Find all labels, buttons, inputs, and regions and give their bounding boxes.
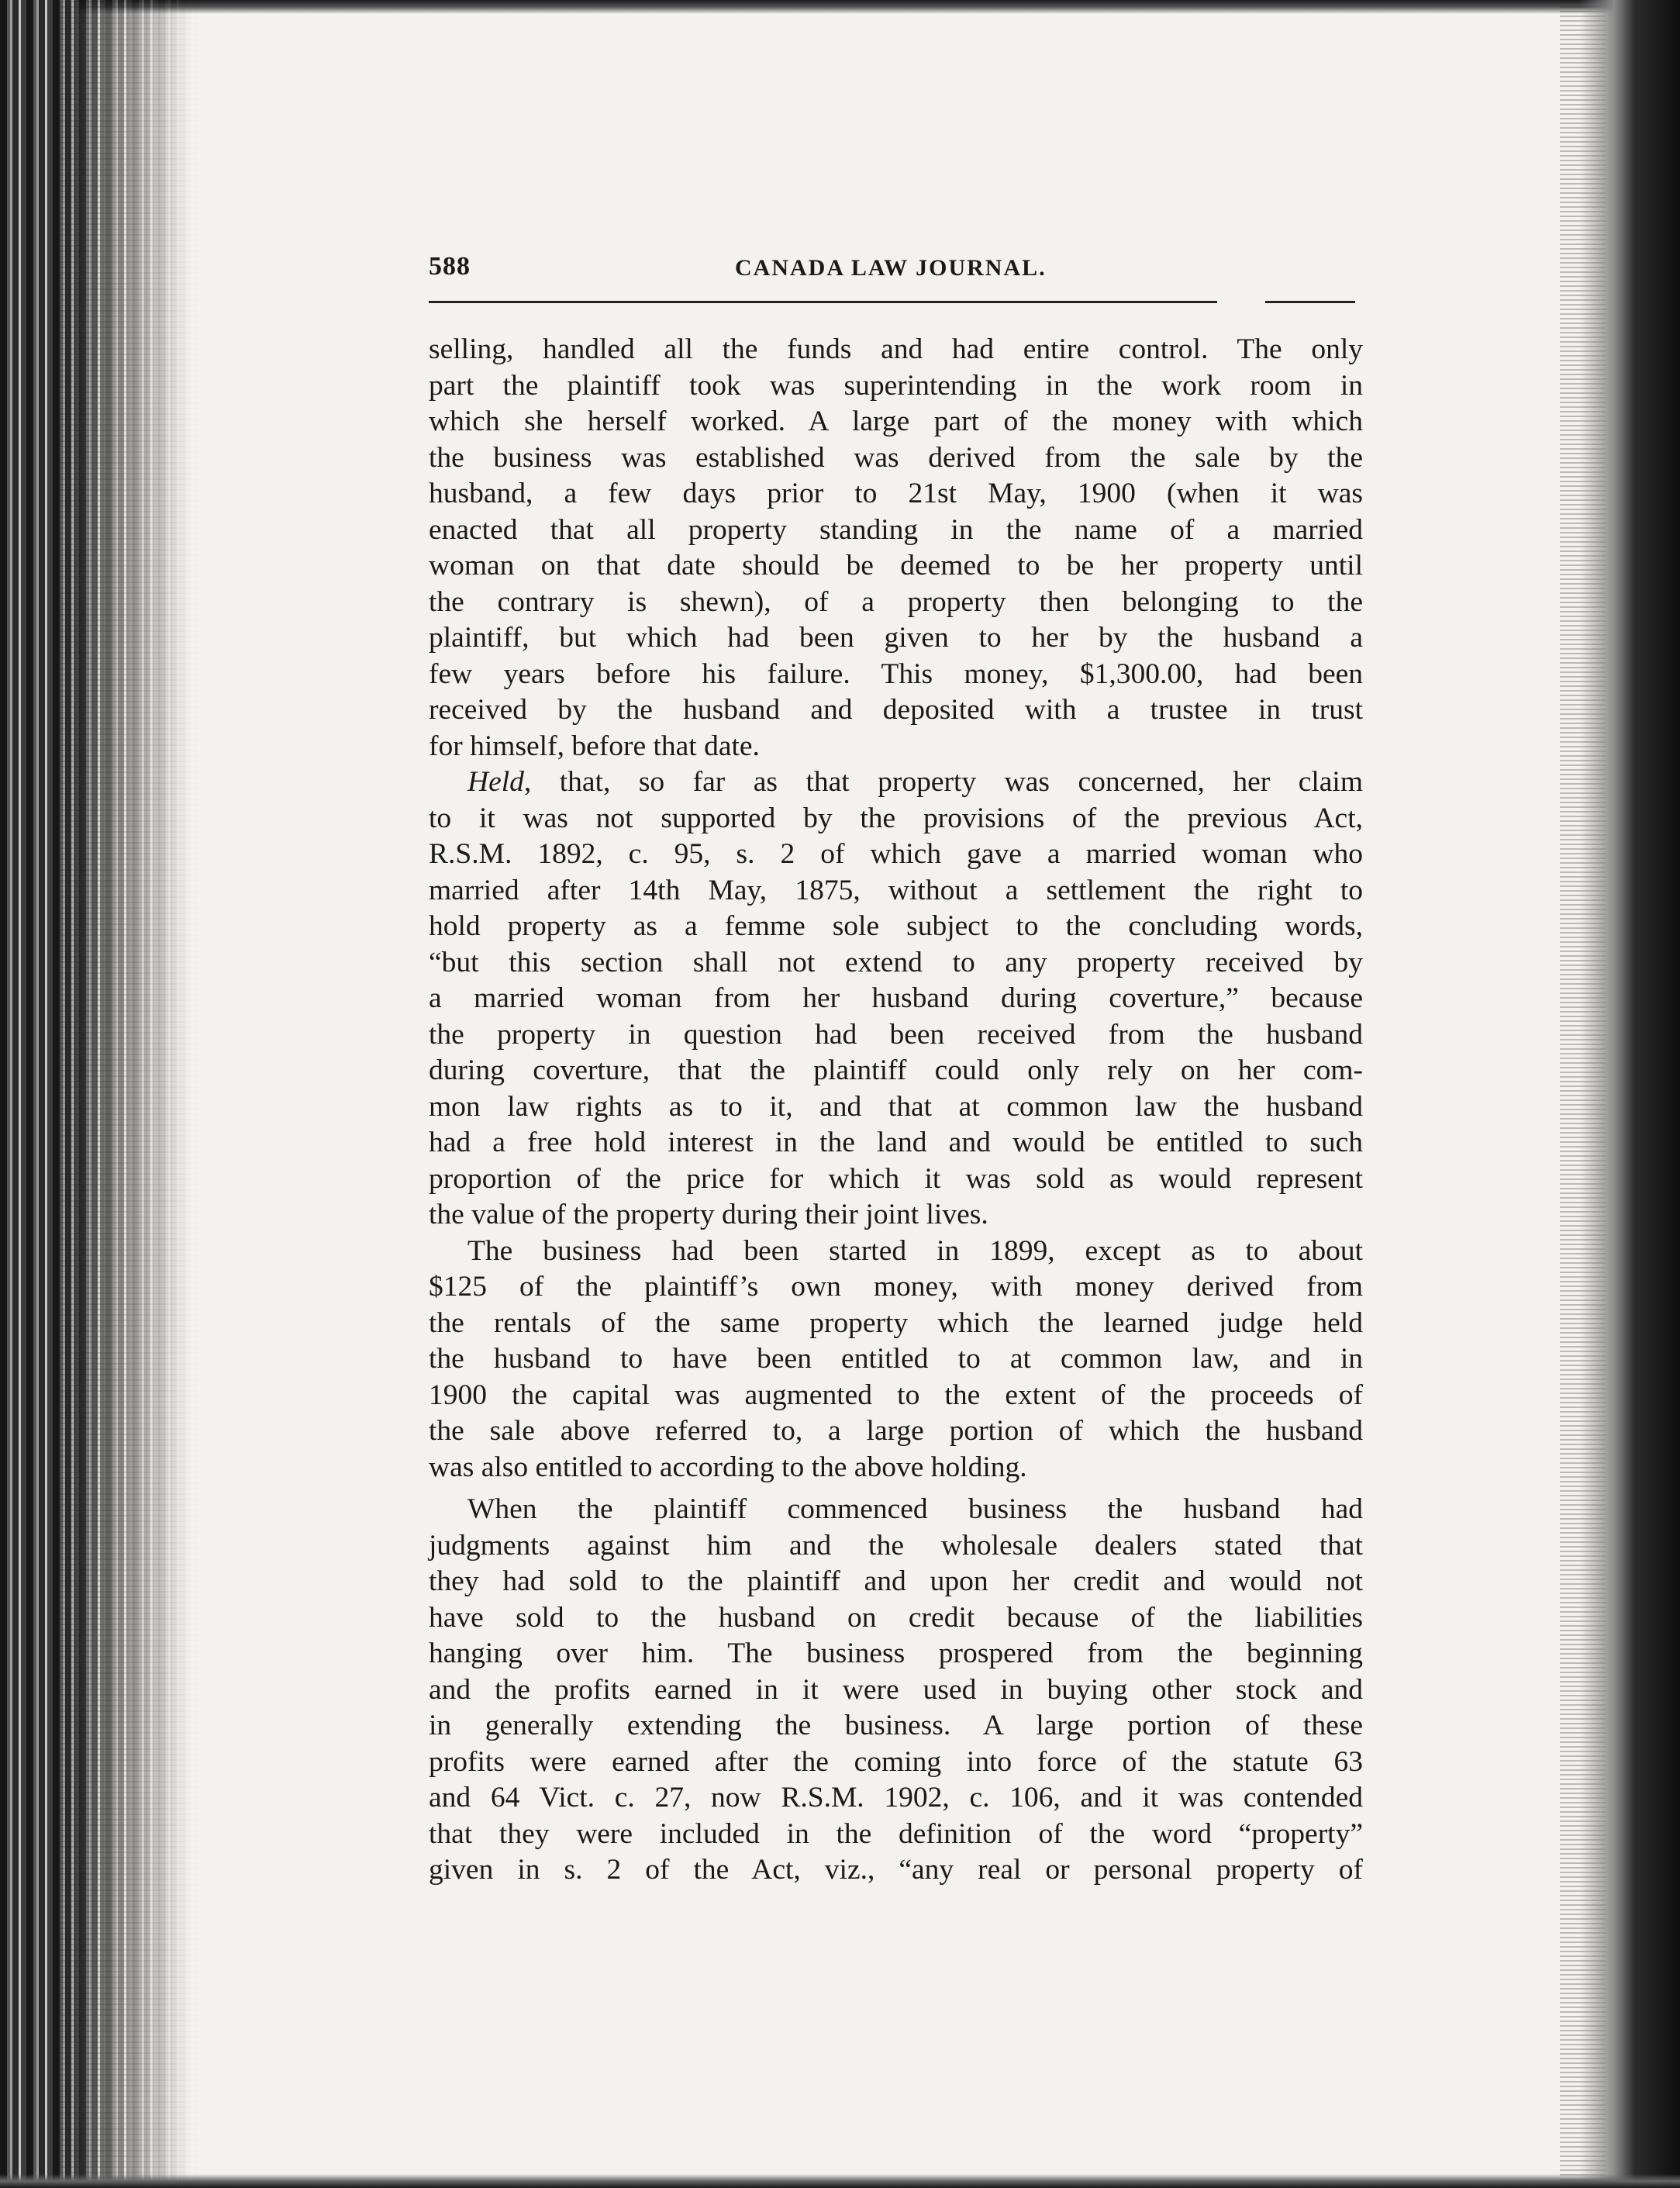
text-line: hanging over him. The business prospered from the beginning: [429, 1638, 1363, 1669]
paragraph-1: [429, 332, 1363, 764]
text-line: plaintiff, but which had been given to her by the husband a: [429, 622, 1363, 654]
text-line: enacted that all property standing in the name of a married: [429, 513, 1363, 546]
text-line: received by the husband and deposited with a trustee in trust: [429, 694, 1363, 726]
paragraph-4: [429, 1492, 1363, 1889]
text-line: during coverture, that the plaintiff could only rely on her com-: [429, 1054, 1363, 1086]
text-line: given in s. 2 of the Act, viz., “any real or personal property of: [429, 1854, 1363, 1886]
text-line: R.S.M. 1892, c. 95, s. 2 of which gave a married woman who: [429, 838, 1363, 870]
text-line: and the profits earned in it were used in buying other stock and: [429, 1673, 1363, 1706]
running-head: CANADA LAW JOURNAL.: [735, 255, 1047, 281]
text-line: married after 14th May, 1875, without a settlement the right to: [429, 874, 1363, 906]
text-line: which she herself worked. A large part of the money with which: [429, 406, 1363, 437]
text-line: to it was not supported by the provisions of the previous Act,: [429, 802, 1363, 834]
text-line: judgments against him and the wholesale dealers stated that: [429, 1529, 1363, 1562]
text-line: and 64 Vict. c. 27, now R.S.M. 1902, c. 106, and it was contended: [429, 1782, 1363, 1814]
text-line: $125 of the plaintiff’s own money, with money derived from: [429, 1271, 1363, 1303]
text-line: they had sold to the plaintiff and upon her credit and would not: [429, 1565, 1363, 1597]
text-line: the sale above referred to, a large portion of which the husband: [429, 1415, 1363, 1447]
page-number: 588: [429, 252, 471, 281]
paragraph-2: [429, 764, 1363, 1234]
paragraph-3: [429, 1234, 1363, 1486]
text-line: proportion of the price for which it was sold as would represent: [429, 1162, 1363, 1195]
text-line: “but this section shall not extend to any property received by: [429, 946, 1363, 978]
text-line-remainder: that, so far as that property was concerned, her claim: [531, 766, 1363, 798]
text-line: 1900 the capital was augmented to the extent of the proceeds of: [429, 1379, 1363, 1411]
text-line: profits were earned after the coming into force of the statute 63: [429, 1745, 1363, 1778]
text-line: part the plaintiff took was superintending in the work room in: [429, 369, 1363, 402]
text-line: When the plaintiff commenced business the husband had: [467, 1493, 1363, 1525]
text-line: the husband to have been entitled to at common law, and in: [429, 1343, 1363, 1375]
header-rule: [429, 301, 1355, 303]
scan-bottom-edge: [0, 2174, 1680, 2188]
text-line: selling, handled all the funds and had entire control. The only: [429, 333, 1363, 365]
text-line: The business had been started in 1899, except as to about: [467, 1234, 1363, 1267]
body-text: [429, 332, 1363, 1889]
scan-binding-left-texture: [54, 0, 202, 2188]
text-line: the value of the property during their joint lives.: [429, 1199, 988, 1230]
text-line: have sold to the husband on credit because of the liabilities: [429, 1601, 1363, 1634]
text-line: hold property as a femme sole subject to the concluding words,: [429, 910, 1363, 942]
header-rule-gap: [1217, 299, 1265, 305]
text-line: for himself, before that date.: [429, 730, 760, 762]
page-header: [429, 252, 1359, 299]
text-line: woman on that date should be deemed to be her property until: [429, 550, 1363, 582]
text-line: mon law rights as to it, and that at common law the husband: [429, 1090, 1363, 1123]
text-line: [429, 764, 1363, 801]
text-line: the property in question had been received from the husband: [429, 1018, 1363, 1051]
text-line: few years before his failure. This money, $1,300.00, had been: [429, 657, 1363, 690]
scan-top-edge: [0, 0, 1680, 14]
scan-binding-right: [1579, 0, 1680, 2188]
text-line: was also entitled to according to the above holding.: [429, 1451, 1027, 1483]
text-line: the rentals of the same property which the learned judge held: [429, 1306, 1363, 1339]
text-line: that they were included in the definition of the word “property”: [429, 1817, 1363, 1850]
held-lead: Held,: [467, 766, 532, 798]
text-line: a married woman from her husband during coverture,” because: [429, 982, 1363, 1014]
text-line: husband, a few days prior to 21st May, 1900 (when it was: [429, 478, 1363, 509]
text-line: had a free hold interest in the land and would be entitled to such: [429, 1127, 1363, 1158]
text-line: the contrary is shewn), of a property then belonging to the: [429, 585, 1363, 618]
text-line: the business was established was derived from the sale by the: [429, 441, 1363, 474]
text-line: in generally extending the business. A large portion of these: [429, 1710, 1363, 1741]
